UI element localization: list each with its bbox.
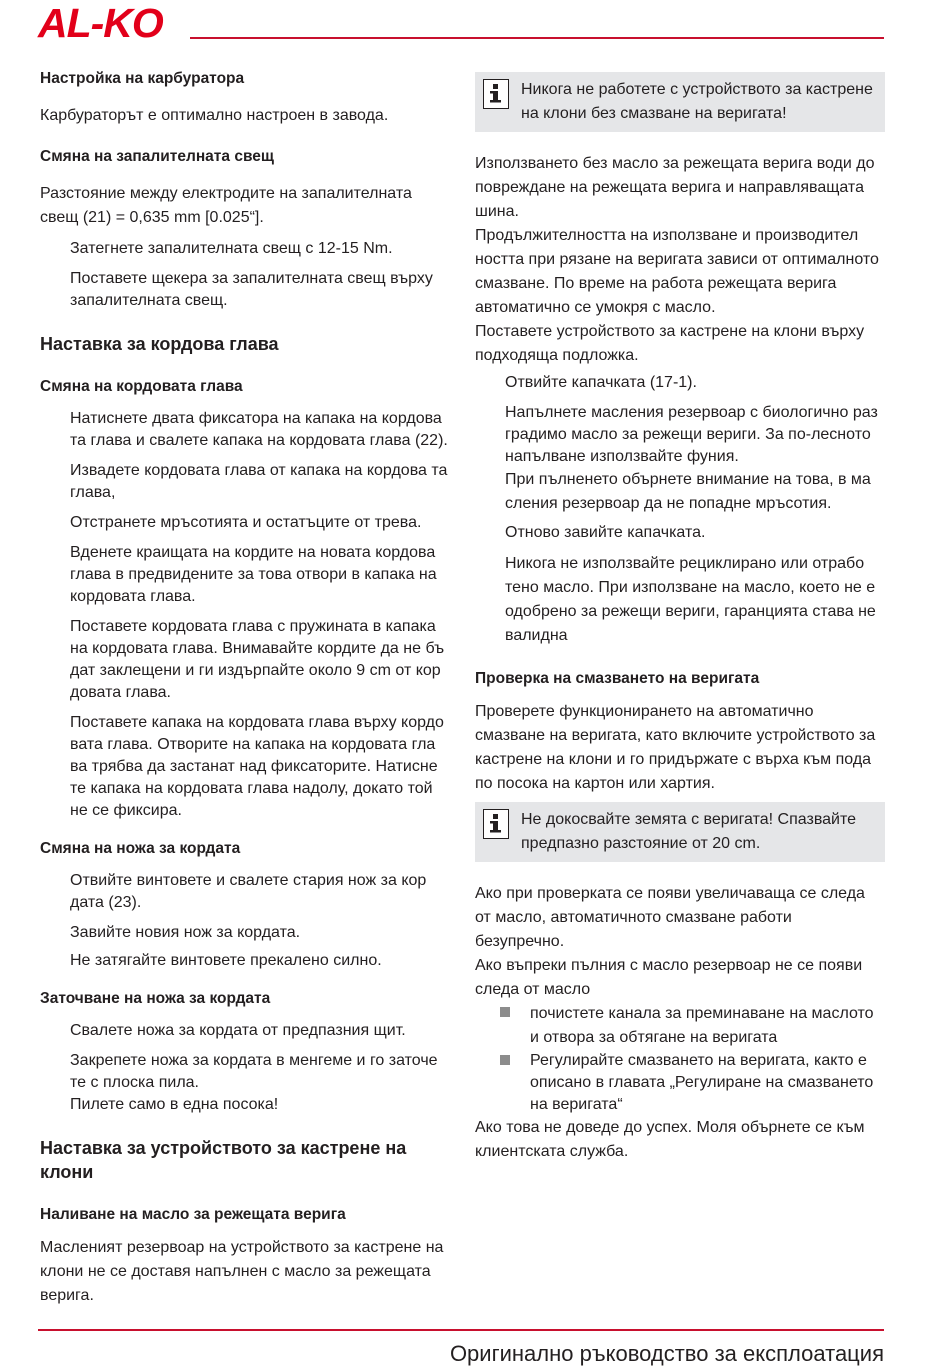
knife-step: Завийте новия нож за кордата.: [70, 924, 301, 941]
section-title-knife-change: Смяна на ножа за кордата: [40, 840, 241, 857]
notice-text: Не докосвайте земята с веригата! Спазвайте предпазно разстояние от 20 cm.: [521, 811, 857, 852]
oil-paragraph: Поставете устройството за кастрене на клони върху подходяща подложка.: [475, 323, 865, 364]
knife-step: Не затягайте винтовете прекалено силно.: [70, 952, 382, 969]
bullet-square-icon: [475, 1050, 530, 1116]
section-title-pruner: Наставка за устройството за кастрене на клони: [40, 1138, 407, 1182]
closing-text: Ако това не доведе до успех. Моля обърнете се към клиентската служба.: [475, 1119, 865, 1160]
head-step: Поставете капака на кордовата глава върху кордо вата глава. Отворите на капака на кордовата гла ва трябва да застанат над фиксаторите. Натисне те капака на кордовата глава надолу, докато той не се фиксира.: [70, 714, 444, 819]
section-title-oil-fill: Наливане на масло за режещата верига: [40, 1206, 346, 1223]
section-title-spark-plug: Смяна на запалителната свещ: [40, 148, 274, 165]
sharpen-step: Пилете само в една посока!: [70, 1096, 279, 1113]
section-title-head-change: Смяна на кордовата глава: [40, 378, 243, 395]
bullet-square-icon: [475, 1002, 530, 1050]
info-icon: [484, 810, 507, 837]
footer-rule: [38, 1329, 884, 1331]
head-step: Отстранете мръсотията и остатъците от трева.: [70, 514, 422, 531]
oil-step: При пълненето обърнете внимание на това, в ма сления резервоар да не попадне мръсотия.: [505, 471, 871, 512]
notice-box: [475, 802, 885, 862]
oil-step: Напълнете масления резервоар с биологично раз градимо масло за режещи вериги. За по-лесното напълване използвайте фуния.: [505, 404, 878, 465]
list-item-text: почистете канала за преминаване на маслото и отвора за обтягане на веригата: [530, 1005, 874, 1046]
footer-title: Оригинално ръководство за експлоатация: [449, 1341, 884, 1366]
section-title-trimmer-head: Наставка за кордова глава: [40, 334, 279, 354]
list-item: [475, 1002, 885, 1050]
spark-plug-step: Поставете щекера за запалителната свещ върху запалителната свещ.: [70, 270, 433, 309]
alko-logo: AL-KO: [38, 0, 163, 46]
head-step: Натиснете двата фиксатора на капака на кордова та глава и свалете капака на кордовата глава (22).: [70, 410, 448, 449]
notice-text: Никога не работете с устройството за кастрене на клони без смазване на веригата!: [521, 81, 873, 122]
left-column: [40, 68, 450, 1308]
right-column: [475, 72, 885, 1164]
section-title-carburetor: Настройка на карбуратора: [40, 70, 245, 87]
chain-check-text: Проверете функционирането на автоматично смазване на веригата, като включите устройството за кастрене на клони и го придържате с върха към пода по посока на картон или хартия.: [475, 703, 876, 792]
knife-step: Отвийте винтовете и свалете стария нож за кор дата (23).: [70, 872, 427, 911]
section-title-chain-check: Проверка на смазването на веригата: [475, 670, 760, 687]
oil-fill-text: Масленият резервоар на устройството за кастрене на клони не се доставя напълнен с масло за режещата верига.: [40, 1239, 444, 1304]
oil-paragraph: Използването без масло за режещата верига води до повреждане на режещата верига и направляващата шина.: [475, 155, 875, 220]
header-rule: [190, 37, 884, 39]
sharpen-step: Свалете ножа за кордата от предпазния щит.: [70, 1022, 406, 1039]
info-icon: [483, 79, 509, 109]
oil-paragraph: Продължителността на използване и производител ността при рязане на веригата зависи от оптималното смазване. По време на работа режещата верига автоматично се умокря с масло.: [475, 227, 879, 316]
section-title-knife-sharpen: Заточване на ножа за кордата: [40, 990, 271, 1007]
spark-plug-text: Разстояние между електродите на запалителната свещ (21) = 0,635 mm [0.025“].: [40, 185, 412, 226]
info-icon: [484, 80, 507, 107]
head-step: Поставете кордовата глава с пружината в капака на кордовата глава. Внимавайте кордите да не бъ дат заклещени и ги издърпайте около 9 cm от кор довата глава.: [70, 618, 445, 701]
spark-plug-step: Затегнете запалителната свещ с 12-15 Nm.: [70, 240, 393, 257]
oil-step: Отново завийте капачката.: [505, 524, 706, 541]
list-item-text: Регулирайте смазването на веригата, както е описано в главата „Регулиране на смазването на веригата“: [530, 1052, 874, 1113]
oil-step: Отвийте капачката (17-1).: [505, 374, 697, 391]
result-paragraph: Ако въпреки пълния с масло резервоар не се появи следа от масло: [475, 957, 863, 998]
head-step: Вденете краищата на кордите на новата кордова глава в предвидените за това отвори в капака на кордовата глава.: [70, 544, 437, 605]
head-step: Извадете кордовата глава от капака на кордова та глава,: [70, 462, 448, 501]
list-item: [475, 1050, 885, 1116]
info-icon: [483, 809, 509, 839]
result-paragraph: Ако при проверката се появи увеличаваща се следа от масло, автоматичното смазване работи безупречно.: [475, 885, 865, 950]
sharpen-step: Закрепете ножа за кордата в менгеме и го заточе те с плоска пила.: [70, 1052, 438, 1091]
notice-box: [475, 72, 885, 132]
oil-step: Никога не използвайте рециклирано или отрабо тено масло. При използване на масло, което не е одобрено за режещи вериги, гаранцията става не валидна: [505, 555, 876, 644]
carburetor-text: Карбураторът е оптимално настроен в завода.: [40, 107, 389, 124]
